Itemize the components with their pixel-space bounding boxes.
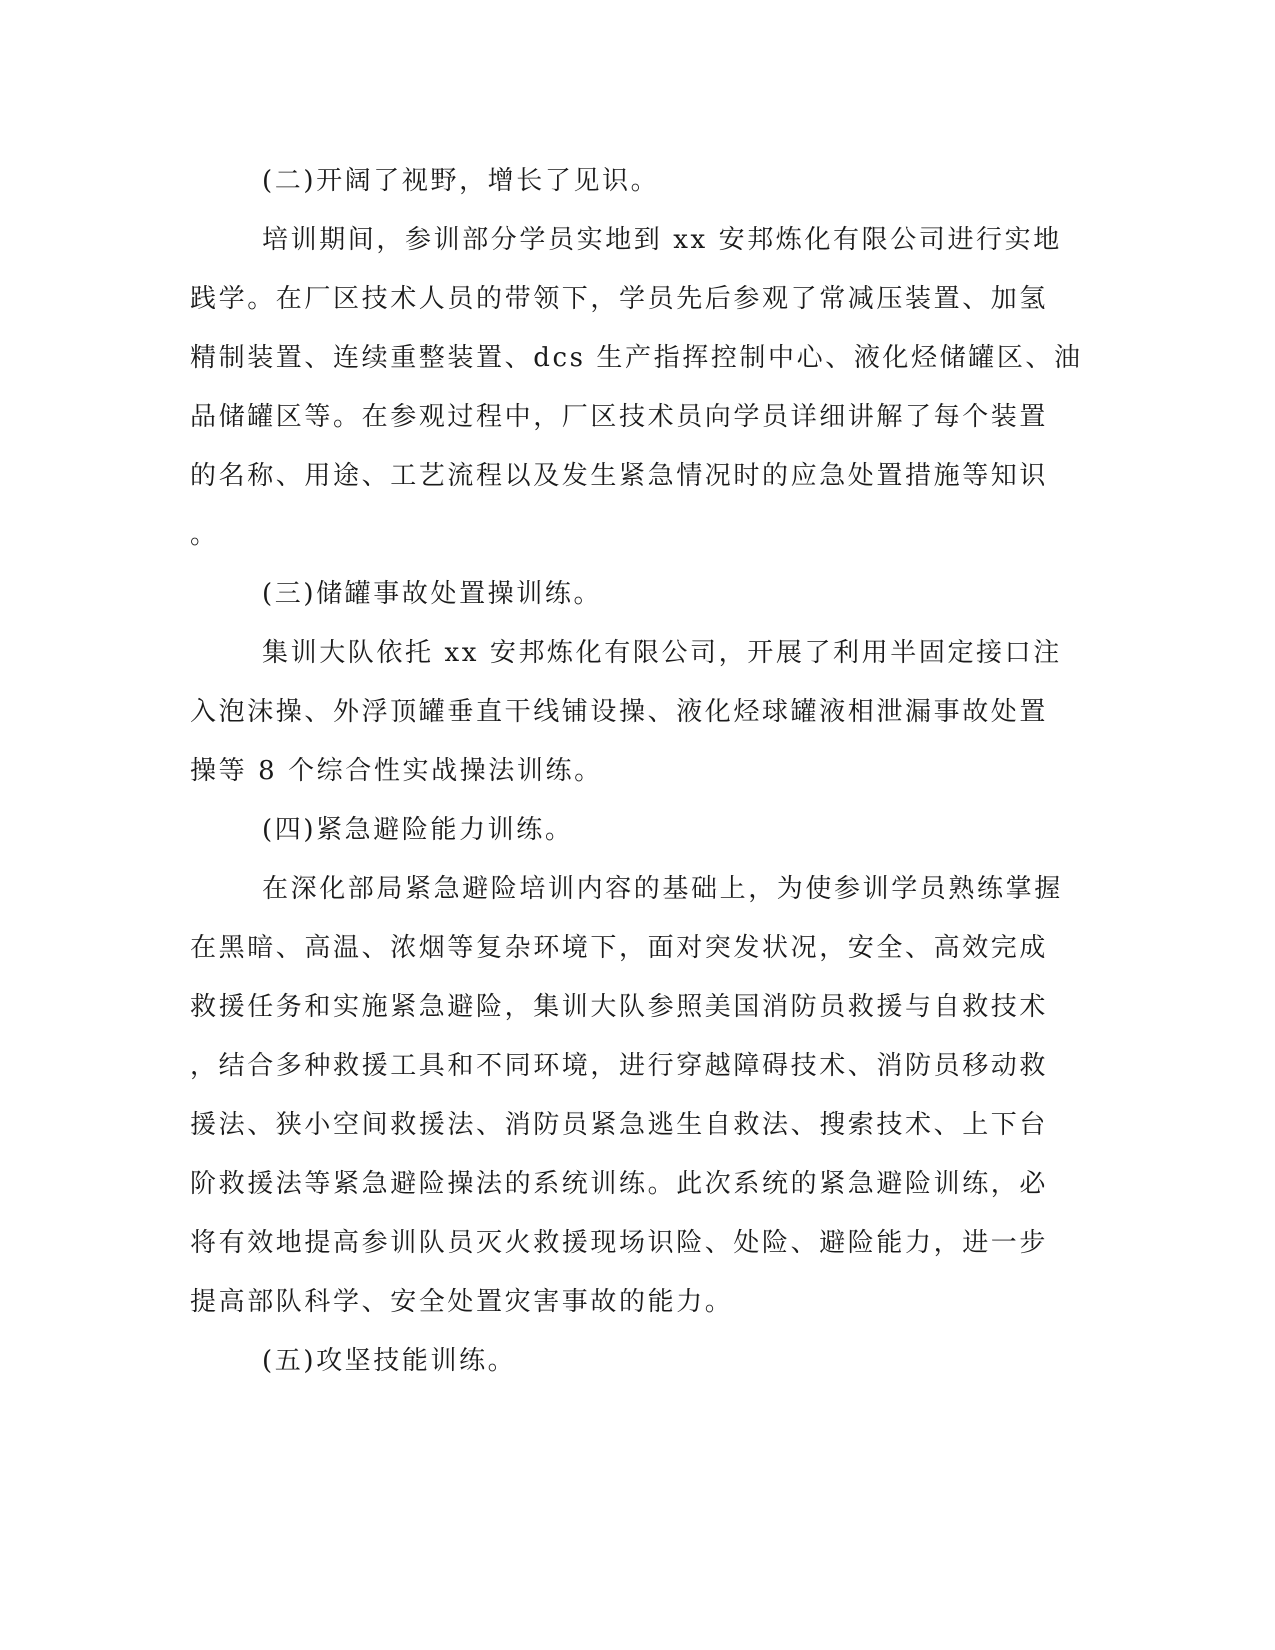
paragraph-line: 精制装置、连续重整装置、dcs 生产指挥控制中心、液化烃储罐区、油 (190, 343, 1083, 373)
paragraph-line: 阶救援法等紧急避险操法的系统训练。此次系统的紧急避险训练，必 (190, 1169, 1049, 1199)
paragraph-line: 在黑暗、高温、浓烟等复杂环境下，面对突发状况，安全、高效完成 (190, 933, 1049, 963)
paragraph-line: 救援任务和实施紧急避险，集训大队参照美国消防员救援与自救技术 (190, 992, 1049, 1022)
paragraph-line: 践学。在厂区技术人员的带领下，学员先后参观了常减压装置、加氢 (190, 284, 1049, 314)
paragraph-line: 提高部队科学、安全处置灾害事故的能力。 (190, 1287, 734, 1317)
section-heading-3: (三)储罐事故处置操训练。 (262, 579, 603, 609)
paragraph-line: 品储罐区等。在参观过程中，厂区技术员向学员详细讲解了每个装置 (190, 402, 1049, 432)
paragraph-line: 。 (190, 520, 219, 550)
paragraph-line: 入泡沫操、外浮顶罐垂直干线铺设操、液化烃球罐液相泄漏事故处置 (190, 697, 1049, 727)
section-heading-5: (五)攻坚技能训练。 (262, 1346, 517, 1376)
paragraph-line: 在深化部局紧急避险培训内容的基础上，为使参训学员熟练掌握 (262, 874, 1063, 904)
paragraph-line: 集训大队依托 xx 安邦炼化有限公司，开展了利用半固定接口注 (262, 638, 1062, 668)
paragraph-line: 援法、狭小空间救援法、消防员紧急逃生自救法、搜索技术、上下台 (190, 1110, 1049, 1140)
paragraph-line: 操等 8 个综合性实战操法训练。 (190, 756, 603, 786)
paragraph-line: ，结合多种救援工具和不同环境，进行穿越障碍技术、消防员移动救 (190, 1051, 1049, 1081)
paragraph-line: 培训期间，参训部分学员实地到 xx 安邦炼化有限公司进行实地 (262, 225, 1062, 255)
section-heading-2: (二)开阔了视野，增长了见识。 (262, 166, 660, 196)
section-heading-4: (四)紧急避险能力训练。 (262, 815, 574, 845)
paragraph-line: 的名称、用途、工艺流程以及发生紧急情况时的应急处置措施等知识 (190, 461, 1049, 491)
paragraph-line: 将有效地提高参训队员灭火救援现场识险、处险、避险能力，进一步 (190, 1228, 1049, 1258)
